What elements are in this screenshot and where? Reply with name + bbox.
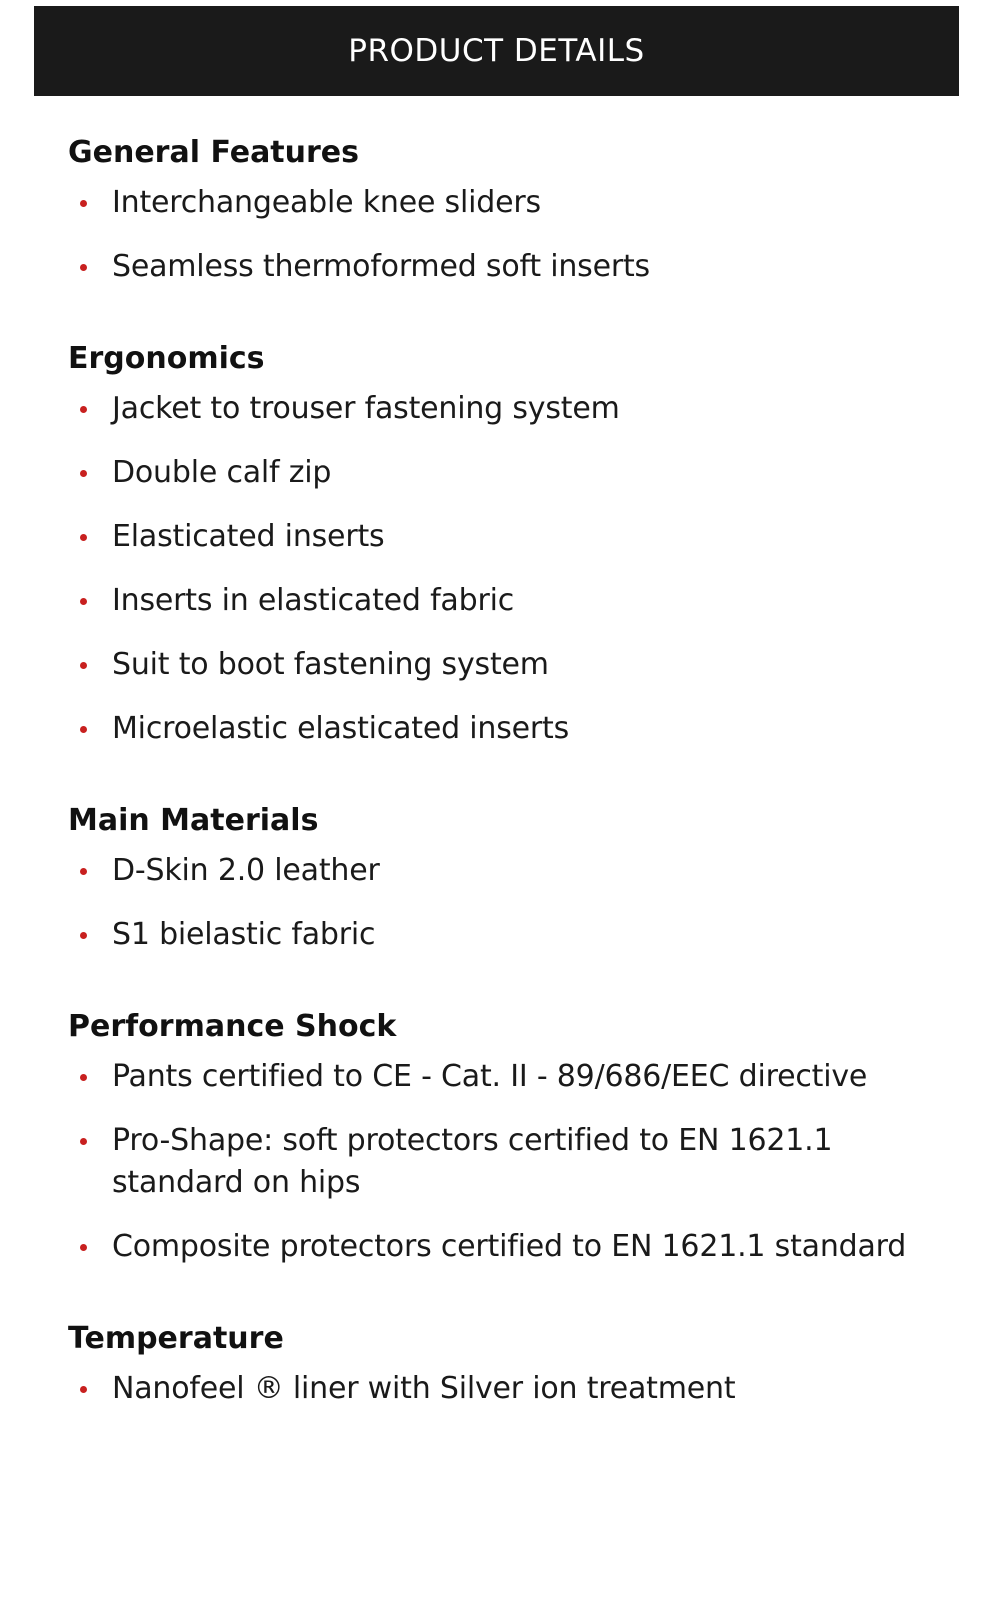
list-item-text: Suit to boot fastening system bbox=[112, 647, 549, 682]
list-item-text: Composite protectors certified to EN 1621.1 standard bbox=[112, 1229, 907, 1264]
list-item-text: Double calf zip bbox=[112, 455, 332, 490]
bullet-dot-icon bbox=[80, 534, 87, 541]
section-temperature bbox=[68, 1320, 948, 1410]
bullet-dot-icon bbox=[80, 1138, 87, 1145]
section-title: Main Materials bbox=[68, 803, 319, 838]
list-item bbox=[68, 644, 948, 686]
list-item bbox=[68, 182, 948, 224]
bullet-dot-icon bbox=[80, 1244, 87, 1251]
feature-list bbox=[68, 182, 948, 288]
list-item bbox=[68, 388, 948, 430]
list-item-text: Inserts in elasticated fabric bbox=[112, 583, 515, 618]
product-details-content bbox=[68, 134, 948, 1410]
list-item-text: Jacket to trouser fastening system bbox=[112, 391, 620, 426]
bullet-dot-icon bbox=[80, 1074, 87, 1081]
list-item-text: S1 bielastic fabric bbox=[112, 917, 376, 952]
bullet-dot-icon bbox=[80, 264, 87, 271]
product-details-header[interactable] bbox=[34, 6, 959, 96]
header-title: PRODUCT DETAILS bbox=[348, 33, 645, 69]
list-item bbox=[68, 850, 948, 892]
list-item bbox=[68, 516, 948, 558]
section-performance-shock bbox=[68, 1008, 948, 1268]
bullet-dot-icon bbox=[80, 406, 87, 413]
list-item bbox=[68, 1120, 948, 1204]
list-item-text: Microelastic elasticated inserts bbox=[112, 711, 570, 746]
bullet-dot-icon bbox=[80, 470, 87, 477]
feature-list bbox=[68, 388, 948, 750]
list-item bbox=[68, 580, 948, 622]
section-title: General Features bbox=[68, 135, 360, 170]
bullet-dot-icon bbox=[80, 726, 87, 733]
list-item-text: Nanofeel ® liner with Silver ion treatment bbox=[112, 1371, 736, 1406]
list-item-text: Pants certified to CE - Cat. II - 89/686/EEC directive bbox=[112, 1059, 868, 1094]
list-item-text: D-Skin 2.0 leather bbox=[112, 853, 380, 888]
list-item bbox=[68, 1368, 948, 1410]
list-item-text: Interchangeable knee sliders bbox=[112, 185, 541, 220]
list-item bbox=[68, 708, 948, 750]
list-item-text: Elasticated inserts bbox=[112, 519, 385, 554]
section-main-materials bbox=[68, 802, 948, 956]
bullet-dot-icon bbox=[80, 1386, 87, 1393]
bullet-dot-icon bbox=[80, 662, 87, 669]
section-ergonomics bbox=[68, 340, 948, 750]
section-title: Temperature bbox=[68, 1321, 284, 1356]
section-title: Performance Shock bbox=[68, 1009, 397, 1044]
list-item-text: Seamless thermoformed soft inserts bbox=[112, 249, 650, 284]
list-item bbox=[68, 914, 948, 956]
bullet-dot-icon bbox=[80, 868, 87, 875]
list-item bbox=[68, 246, 948, 288]
list-item bbox=[68, 1056, 948, 1098]
bullet-dot-icon bbox=[80, 598, 87, 605]
section-general-features bbox=[68, 134, 948, 288]
bullet-dot-icon bbox=[80, 932, 87, 939]
section-title: Ergonomics bbox=[68, 341, 265, 376]
list-item bbox=[68, 1226, 948, 1268]
feature-list bbox=[68, 850, 948, 956]
bullet-dot-icon bbox=[80, 200, 87, 207]
feature-list bbox=[68, 1368, 948, 1410]
feature-list bbox=[68, 1056, 948, 1268]
list-item-text: Pro-Shape: soft protectors certified to EN 1621.1 standard on hips bbox=[112, 1123, 833, 1200]
list-item bbox=[68, 452, 948, 494]
